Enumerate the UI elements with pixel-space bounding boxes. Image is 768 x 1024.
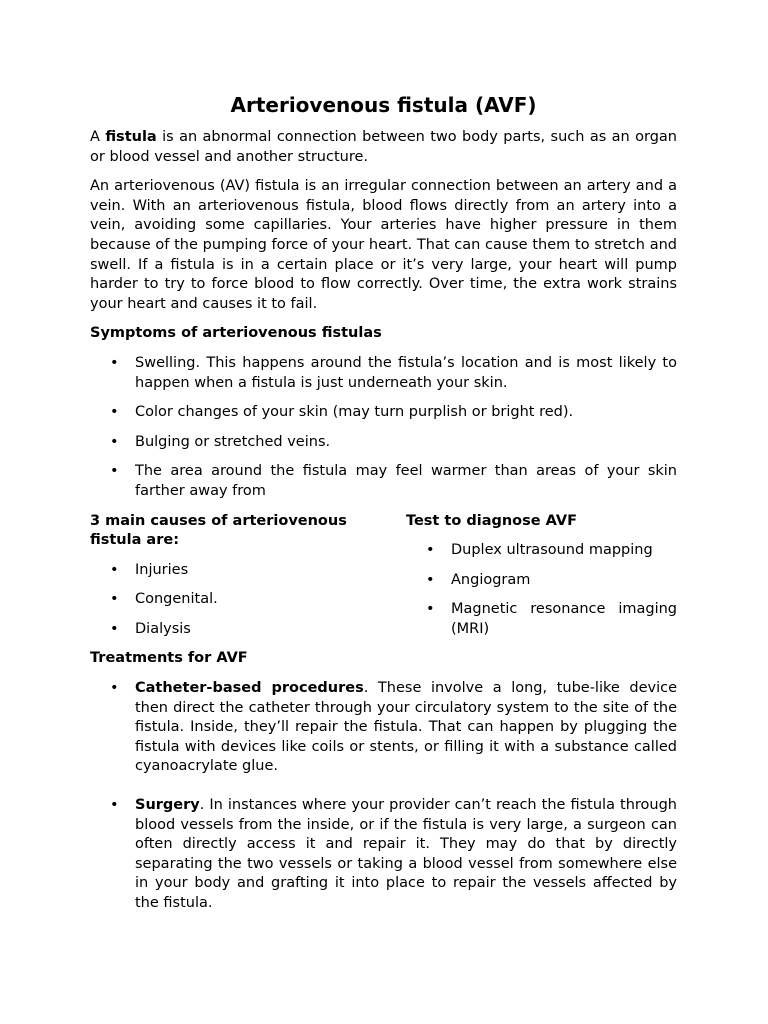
list-item <box>90 561 370 581</box>
list-item-text: Bulging or stretched veins. <box>135 433 331 450</box>
treatment-text: . These involve a long, tube-like device then direct the catheter through your circulatory system to the site of the fistula. Inside, they’ll repair the fistula. That can happen by plugging the fistula with devices like coils or stents, or filling it with a substance called cyanoacrylate glue. <box>135 680 678 775</box>
treatments-heading: Treatments for AVF <box>90 650 248 667</box>
document-content <box>90 93 677 933</box>
page-title: Arteriovenous fistula (AVF) <box>230 93 537 117</box>
causes-heading: 3 main causes of arteriovenous fistula are: <box>90 512 347 549</box>
bullet-icon: • <box>110 561 119 578</box>
list-item <box>90 403 677 423</box>
treatment-term: Catheter-based procedures <box>135 680 364 697</box>
treatment-term: Surgery <box>135 797 200 814</box>
list-item <box>406 571 677 591</box>
intro-post: is an abnormal connection between two body parts, such as an organ or blood vessel and another structure. <box>90 129 677 165</box>
treatments-list <box>90 679 677 914</box>
bullet-icon: • <box>426 571 435 588</box>
list-item <box>90 679 677 777</box>
bullet-icon: • <box>110 680 119 697</box>
bullet-icon: • <box>110 404 119 421</box>
list-item-text: Congenital. <box>135 591 218 608</box>
tests-list <box>406 541 677 639</box>
bullet-icon: • <box>110 591 119 608</box>
list-item <box>90 354 677 393</box>
list-item-text: Duplex ultrasound mapping <box>451 542 653 559</box>
bullet-icon: • <box>110 354 119 371</box>
bullet-icon: • <box>110 797 119 814</box>
list-item-text: Angiogram <box>451 571 531 588</box>
causes-column <box>90 512 370 650</box>
list-item-text: The area around the fistula may feel warmer than areas of your skin farther away from <box>135 463 677 499</box>
tests-heading: Test to diagnose AVF <box>406 512 578 529</box>
list-item <box>406 600 677 639</box>
symptoms-list <box>90 354 677 502</box>
bullet-icon: • <box>110 433 119 450</box>
bullet-icon: • <box>426 601 435 618</box>
list-item <box>90 796 677 914</box>
list-item-text: Color changes of your skin (may turn purplish or bright red). <box>135 404 574 421</box>
list-item <box>406 541 677 561</box>
list-item <box>90 462 677 501</box>
definition-paragraph: An arteriovenous (AV) fistula is an irregular connection between an artery and a vein. With an arteriovenous fistula, blood flows directly from an artery into a vein, avoiding some capillaries. Your arteries have higher pressure in them because of the pumping force of your heart. That can cause them to stretch and swell. If a fistula is in a certain place or it’s very large, your heart will pump harder to try to force blood to flow correctly. Over time, the extra work strains your heart and causes it to fail. <box>90 178 677 312</box>
treatment-text: . In instances where your provider can’t reach the fistula through blood vessels from the inside, or if the fistula is very large, a surgeon can often directly access it and repair it. They may do that by directly separating the two vessels or taking a blood vessel from somewhere else in your body and grafting it into place to repair the vessels affected by the fistula. <box>135 797 677 911</box>
bullet-icon: • <box>426 542 435 559</box>
list-item <box>90 590 370 610</box>
list-item-text: Injuries <box>135 561 189 578</box>
causes-list <box>90 561 370 640</box>
intro-paragraph <box>90 128 677 167</box>
list-item <box>90 433 677 453</box>
tests-column <box>406 512 677 650</box>
list-item-text: Dialysis <box>135 620 191 637</box>
two-column-section <box>90 512 677 650</box>
bullet-icon: • <box>110 620 119 637</box>
intro-pre: A <box>90 129 106 145</box>
list-item-text: Magnetic resonance imaging (MRI) <box>451 601 677 637</box>
list-item-text: Swelling. This happens around the fistula’s location and is most likely to happen when a fistula is just underneath your skin. <box>135 354 677 391</box>
intro-term: fistula <box>105 129 157 145</box>
list-item <box>90 620 370 640</box>
bullet-icon: • <box>110 463 119 480</box>
symptoms-heading: Symptoms of arteriovenous fistulas <box>90 325 382 342</box>
